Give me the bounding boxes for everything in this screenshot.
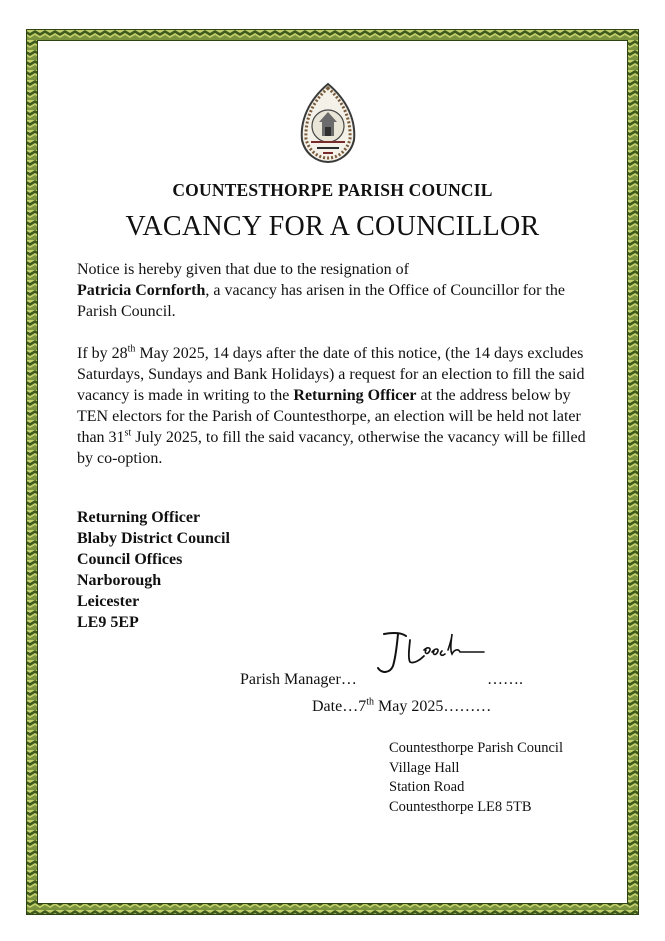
paragraph-text: July 2025, to fill the said vacancy, otherwise the vacancy will be filled by co-option. (77, 429, 586, 467)
signature-trailing-dots: ……. (487, 671, 523, 688)
date-text: Date…7 (312, 698, 367, 715)
parish-council-address (389, 739, 563, 817)
address-line: Countesthorpe Parish Council (389, 740, 563, 756)
address-line: Leicester (77, 593, 140, 610)
notice-paragraph-resignation (77, 259, 597, 322)
address-line: Narborough (77, 572, 162, 589)
notice-date (312, 698, 491, 716)
handwritten-signature (372, 630, 487, 678)
paragraph-text: If by 28 (77, 345, 128, 362)
returning-officer-address (77, 507, 230, 633)
notice-paragraph-election (77, 343, 597, 469)
address-line: Council Offices (77, 551, 183, 568)
paragraph-text: at the address below by TEN electors for the Parish of Countesthorpe, an election will be held not later than 31 (77, 387, 581, 446)
parish-manager-label: Parish Manager… (240, 671, 357, 688)
paragraph-text: , a vacancy has arisen in the Office of Councillor for the Parish Council. (77, 282, 565, 320)
organisation-name: COUNTESTHORPE PARISH COUNCIL (172, 180, 493, 200)
returning-officer-emphasis: Returning Officer (293, 387, 417, 404)
ordinal-suffix: th (366, 696, 374, 708)
address-line: Village Hall (389, 759, 460, 776)
ordinal-suffix: st (124, 427, 132, 439)
paragraph-text: Notice is hereby given that due to the resignation of (77, 261, 409, 278)
parish-seal-icon (297, 82, 359, 164)
resigning-councillor-name: Patricia Cornforth (77, 282, 206, 299)
date-text: May 2025……… (373, 698, 492, 715)
address-line: Countesthorpe LE8 5TB (389, 798, 532, 815)
address-line: Blaby District Council (77, 530, 230, 547)
address-line: Returning Officer (77, 509, 201, 526)
address-line: Station Road (389, 779, 465, 795)
page-title: VACANCY FOR A COUNCILLOR (125, 211, 540, 242)
address-line: LE9 5EP (77, 614, 139, 631)
paragraph-text: May 2025, 14 days after the date of this notice, (the 14 days excludes Saturdays, Sundays and Bank Holidays) a request for an election to fill the said vacancy is made in writing to the (77, 345, 585, 404)
ordinal-suffix: th (127, 343, 136, 355)
